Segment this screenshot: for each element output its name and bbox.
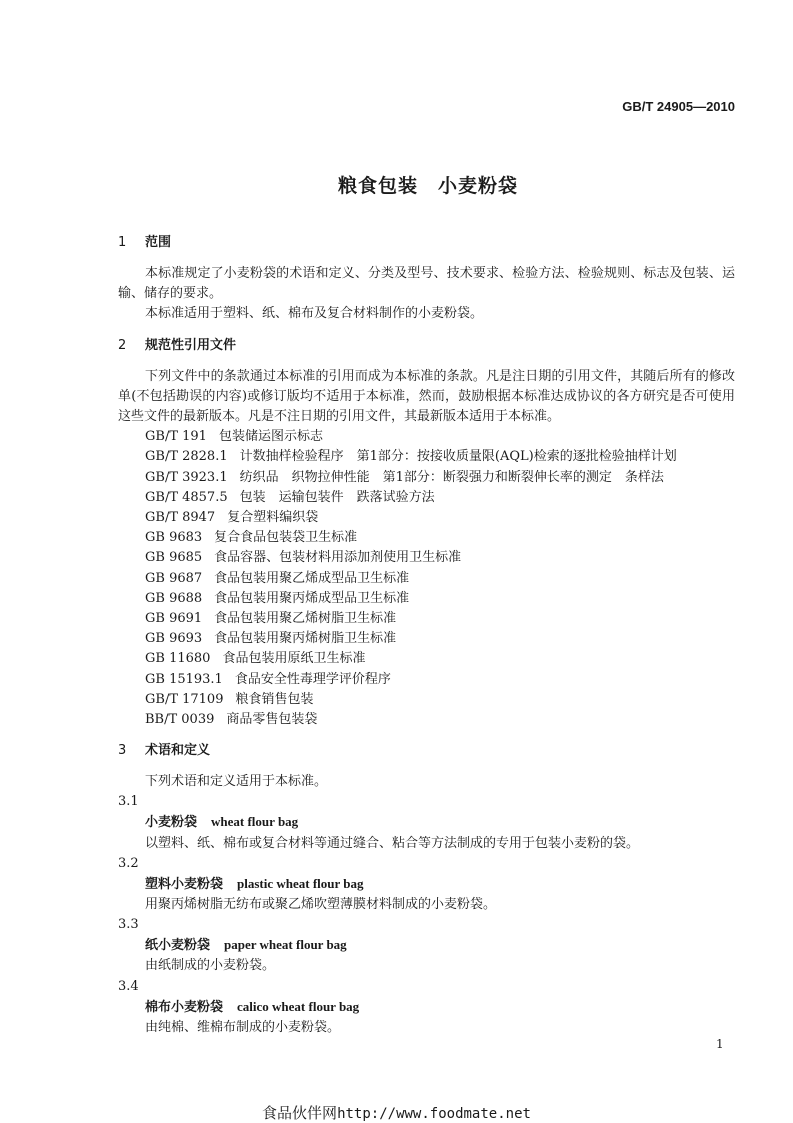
reference-title: 包装 运输包装件 跌落试验方法 bbox=[239, 489, 435, 505]
clause-number: 3.2 bbox=[118, 855, 139, 871]
term-definition: 由纯棉、维棉布制成的小麦粉袋。 bbox=[145, 1019, 341, 1035]
footer-url[interactable]: http://www.foodmate.net bbox=[337, 1106, 531, 1122]
reference-title: 包装储运图示标志 bbox=[218, 429, 323, 445]
reference-item bbox=[145, 609, 735, 629]
section-3-heading bbox=[118, 741, 735, 761]
reference-code: BB/T 0039 bbox=[145, 712, 215, 728]
reference-code: GB/T 191 bbox=[145, 429, 207, 445]
term-en: wheat flour bag bbox=[211, 814, 299, 830]
references-paragraph: 下列文件中的条款通过本标准的引用而成为本标准的条款。凡是注日期的引用文件，其随后所有的修改单(不包括勘误的内容)或修订版均不适用于本标准，然而，鼓励根据本标准达成协议的各方研究是否可使用这些文件的最新版本。凡是不注日期的引用文件，其最新版本适用于本标准。 bbox=[118, 368, 735, 425]
terms-paragraph: 下列术语和定义适用于本标准。 bbox=[145, 774, 328, 790]
term-definition: 用聚丙烯树脂无纺布或聚乙烯吹塑薄膜材料制成的小麦粉袋。 bbox=[145, 897, 497, 913]
reference-item bbox=[145, 710, 735, 730]
reference-title: 食品包装用聚丙烯树脂卫生标准 bbox=[214, 631, 397, 647]
section-number: 1 bbox=[118, 235, 127, 250]
reference-item bbox=[145, 427, 735, 447]
scope-paragraph: 本标准适用于塑料、纸、棉布及复合材料制作的小麦粉袋。 bbox=[145, 306, 484, 322]
term-clause bbox=[118, 977, 735, 1038]
reference-code: GB/T 3923.1 bbox=[145, 469, 228, 485]
reference-title: 商品零售包装袋 bbox=[226, 712, 318, 728]
page-number: 1 bbox=[716, 1037, 724, 1051]
section-1-heading bbox=[118, 233, 735, 253]
reference-title: 食品包装用聚丙烯成型品卫生标准 bbox=[214, 590, 410, 606]
reference-title: 粮食销售包装 bbox=[235, 691, 314, 707]
reference-item bbox=[145, 589, 735, 609]
reference-item bbox=[145, 508, 735, 528]
reference-title: 食品包装用原纸卫生标准 bbox=[222, 651, 366, 667]
reference-code: GB 9683 bbox=[145, 530, 203, 546]
section-number: 2 bbox=[118, 337, 127, 353]
document-title bbox=[0, 171, 793, 198]
clause-number: 3.3 bbox=[118, 917, 139, 933]
reference-title: 食品容器、包装材料用添加剂使用卫生标准 bbox=[214, 550, 462, 566]
reference-item bbox=[145, 528, 735, 548]
reference-code: GB/T 4857.5 bbox=[145, 489, 228, 505]
term-clause bbox=[118, 915, 735, 976]
reference-code: GB 11680 bbox=[145, 651, 211, 667]
term-heading bbox=[118, 997, 735, 1018]
term-heading bbox=[118, 935, 735, 956]
reference-item bbox=[145, 548, 735, 568]
reference-item bbox=[145, 468, 735, 488]
reference-item bbox=[145, 569, 735, 589]
term-clause bbox=[118, 792, 735, 853]
reference-code: GB 9688 bbox=[145, 590, 203, 606]
reference-code: GB/T 2828.1 bbox=[145, 449, 228, 465]
scope-paragraph: 本标准规定了小麦粉袋的术语和定义、分类及型号、技术要求、检验方法、检验规则、标志及包装、运输、储存的要求。 bbox=[118, 266, 735, 302]
reference-code: GB 9691 bbox=[145, 611, 203, 627]
standard-number: GB/T 24905—2010 bbox=[622, 99, 735, 114]
reference-item bbox=[145, 670, 735, 690]
reference-title: 食品包装用聚乙烯成型品卫生标准 bbox=[214, 570, 410, 586]
section-2-heading bbox=[118, 336, 735, 356]
term-definition: 由纸制成的小麦粉袋。 bbox=[145, 958, 276, 974]
document-body bbox=[118, 233, 735, 1038]
reference-item bbox=[145, 690, 735, 710]
title-part2: 小麦粉袋 bbox=[438, 175, 519, 197]
term-zh: 棉布小麦粉袋 bbox=[145, 999, 224, 1015]
reference-code: GB 9693 bbox=[145, 631, 203, 647]
section-title: 术语和定义 bbox=[145, 743, 211, 759]
term-clause bbox=[118, 854, 735, 915]
reference-code: GB/T 8947 bbox=[145, 510, 216, 526]
section-title: 范围 bbox=[145, 235, 172, 250]
reference-item bbox=[145, 649, 735, 669]
reference-code: GB 15193.1 bbox=[145, 671, 223, 687]
reference-list bbox=[118, 427, 735, 730]
reference-item bbox=[145, 629, 735, 649]
term-en: calico wheat flour bag bbox=[237, 998, 360, 1014]
reference-title: 食品包装用聚乙烯树脂卫生标准 bbox=[214, 611, 397, 627]
term-zh: 纸小麦粉袋 bbox=[145, 938, 211, 954]
reference-code: GB/T 17109 bbox=[145, 691, 224, 707]
term-zh: 塑料小麦粉袋 bbox=[145, 876, 224, 892]
reference-title: 食品安全性毒理学评价程序 bbox=[234, 671, 391, 687]
term-zh: 小麦粉袋 bbox=[145, 815, 198, 831]
title-part1: 粮食包装 bbox=[337, 175, 418, 197]
footer-site: 食品伙伴网 bbox=[262, 1104, 338, 1122]
section-title: 规范性引用文件 bbox=[145, 337, 237, 353]
reference-code: GB 9687 bbox=[145, 570, 203, 586]
term-heading bbox=[118, 874, 735, 895]
reference-code: GB 9685 bbox=[145, 550, 203, 566]
reference-item bbox=[145, 447, 735, 467]
term-list bbox=[118, 792, 735, 1038]
reference-title: 计数抽样检验程序 第1部分：按接收质量限(AQL)检索的逐批检验抽样计划 bbox=[239, 449, 677, 465]
term-en: paper wheat flour bag bbox=[224, 937, 347, 953]
reference-item bbox=[145, 488, 735, 508]
term-heading bbox=[118, 812, 735, 833]
term-definition: 以塑料、纸、棉布或复合材料等通过缝合、粘合等方法制成的专用于包装小麦粉的袋。 bbox=[145, 835, 640, 851]
reference-title: 复合塑料编织袋 bbox=[227, 510, 319, 526]
reference-title: 复合食品包装袋卫生标准 bbox=[214, 530, 358, 546]
term-en: plastic wheat flour bag bbox=[237, 875, 364, 891]
footer bbox=[0, 1102, 793, 1123]
clause-number: 3.4 bbox=[118, 978, 139, 994]
clause-number: 3.1 bbox=[118, 794, 139, 810]
reference-title: 纺织品 织物拉伸性能 第1部分：断裂强力和断裂伸长率的测定 条样法 bbox=[239, 469, 664, 485]
section-number: 3 bbox=[118, 743, 127, 759]
